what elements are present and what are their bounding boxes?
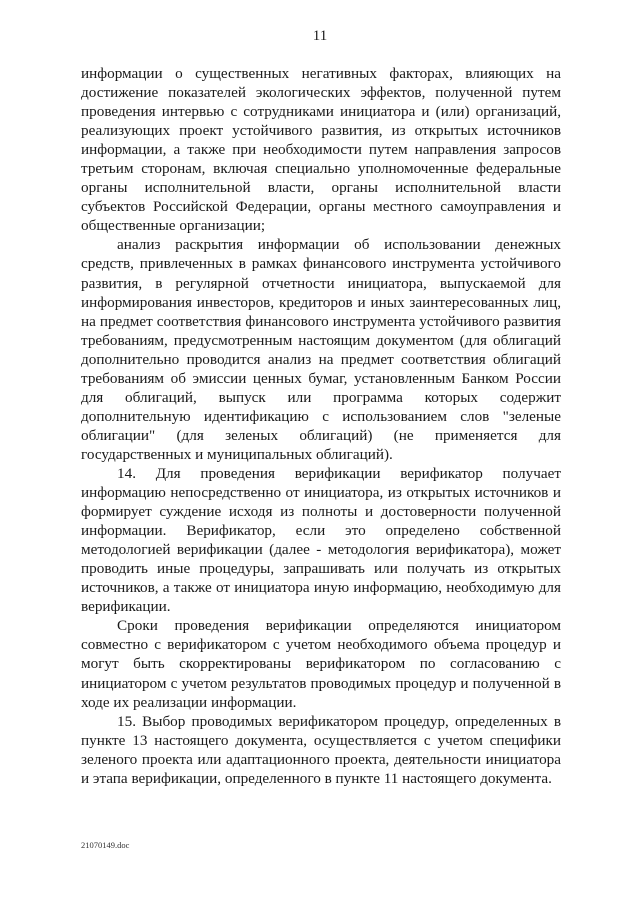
paragraph-15: 15. Выбор проводимых верификатором процедур, определенных в пункте 13 настоящего документа, осуществляется с учетом специфики зеленого проекта или адаптационного проекта, деятельности инициатора и этапа верификации, определенного в пункте 11 настоящего документа.: [81, 712, 561, 787]
paragraph-disclosure-analysis: анализ раскрытия информации об использовании денежных средств, привлеченных в рамках финансового инструмента устойчивого развития, в регулярной отчетности инициатора, выпускаемой для информирования инвесторов, кредиторов и иных заинтересованных лиц, на предмет соответствия финансового инструмента устойчивого развития требованиям, предусмотренным настоящим документом (для облигаций дополнительно проводится анализ на предмет соответствия облигаций требованиям об эмиссии ценных бумаг, установленным Банком России для облигаций, выпуск или программа которых содержит дополнительную идентификацию с использованием слов "зеленые облигации" (для зеленых облигаций) (не применяется для государственных и муниципальных облигаций).: [81, 236, 561, 463]
paragraph-14: 14. Для проведения верификации верификатор получает информацию непосредственно от инициатора, из открытых источников и формирует суждение исходя из полноты и достоверности полученной информации. Верификатор, если это определено собственной методологией верификации (далее - методология верификатора), может проводить иные процедуры, запрашивать или получать из открытых источников, а также от инициатора иную информацию, необходимую для верификации.: [81, 464, 561, 616]
document-body: [81, 64, 561, 788]
page-number: 11: [312, 28, 328, 44]
file-name-footer: 21070149.doc: [81, 840, 130, 850]
paragraph-continuation: информации о существенных негативных факторах, влияющих на достижение показателей экологических эффектов, полученной путем проведения интервью с сотрудниками инициатора и (или) организаций, реализующих проект устойчивого развития, из открытых источников информации, а также при необходимости путем направления запросов третьим сторонам, включая специально уполномоченные федеральные органы исполнительной власти, органы исполнительной власти субъектов Российской Федерации, органы местного самоуправления и общественные организации;: [81, 65, 561, 235]
paragraph-verification-terms: Сроки проведения верификации определяются инициатором совместно с верификатором с учетом необходимого объема процедур и могут быть скорректированы верификатором по согласованию с инициатором с учетом результатов проводимых процедур и полученной в ходе их реализации информации.: [81, 617, 561, 711]
